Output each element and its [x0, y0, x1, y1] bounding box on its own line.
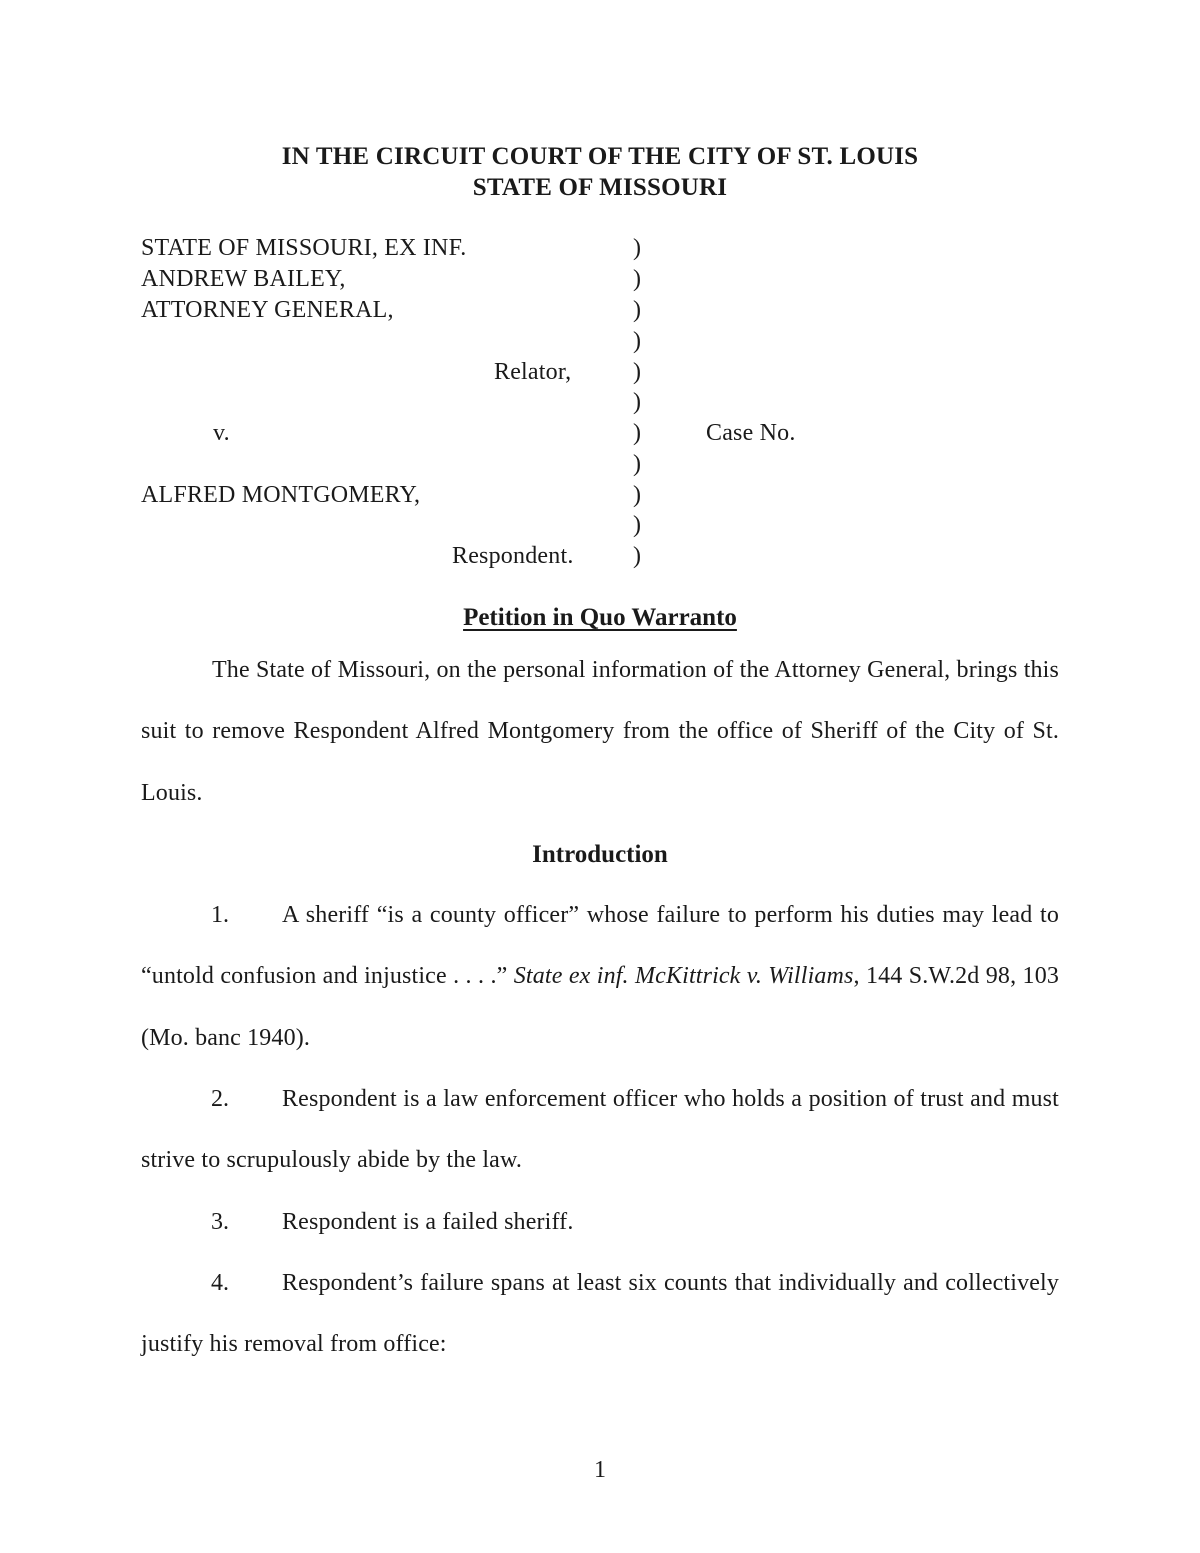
caption-paren: ) — [633, 359, 641, 385]
paragraph-1-text-after: , 144 S.W.2d 98, 103 (Mo. banc 1940). — [141, 963, 1059, 1051]
petition-title: Petition in Quo Warranto — [463, 604, 737, 631]
paragraph-4-text: Respondent’s failure spans at least six counts that individually and collectively justify his removal from office: — [141, 1270, 1059, 1358]
court-heading-line1: IN THE CIRCUIT COURT OF THE CITY OF ST. LOUIS — [281, 143, 919, 170]
respondent-role: Respondent. — [452, 543, 574, 569]
intro-paragraph-text: The State of Missouri, on the personal information of the Attorney General, brings this suit to remove Respondent Alfred Montgomery from the office of Sheriff of the City of St. Louis. — [141, 657, 1059, 806]
paragraph-number: 4. — [211, 1270, 229, 1296]
paragraph-2 — [141, 1069, 1059, 1192]
respondent-name: ALFRED MONTGOMERY, — [141, 482, 421, 508]
case-citation: State ex inf. McKittrick v. Williams — [513, 963, 854, 990]
caption-paren: ) — [633, 297, 641, 323]
relator-line-3: ATTORNEY GENERAL, — [141, 297, 394, 323]
caption-paren: ) — [633, 389, 641, 415]
caption-paren: ) — [633, 482, 641, 508]
caption-paren: ) — [633, 543, 641, 569]
paragraph-4 — [141, 1253, 1059, 1376]
court-heading-line2: STATE OF MISSOURI — [472, 174, 728, 201]
page-number: 1 — [594, 1457, 606, 1483]
paragraph-number: 2. — [211, 1086, 229, 1112]
caption-paren: ) — [633, 420, 641, 446]
section-heading: Introduction — [532, 841, 668, 868]
paragraph-1-text: A sheriff “is a county officer” whose failure to perform his duties may lead to “untold confusion and injustice . . . .” — [141, 902, 1059, 990]
paragraph-number: 3. — [211, 1209, 229, 1235]
intro-paragraph — [141, 640, 1059, 824]
relator-line-1: STATE OF MISSOURI, EX INF. — [141, 235, 467, 261]
relator-line-2: ANDREW BAILEY, — [141, 266, 346, 292]
paragraph-1 — [141, 885, 1059, 1069]
paragraph-2-text: Respondent is a law enforcement officer who holds a position of trust and must strive to scrupulously abide by the law. — [141, 1086, 1059, 1174]
paragraph-3-text: Respondent is a failed sheriff. — [282, 1209, 574, 1235]
caption-paren: ) — [633, 512, 641, 538]
case-caption — [0, 0, 1200, 600]
caption-paren: ) — [633, 328, 641, 354]
case-number-label: Case No. — [706, 420, 796, 446]
caption-paren: ) — [633, 235, 641, 261]
caption-paren: ) — [633, 266, 641, 292]
paragraph-3 — [141, 1192, 1059, 1253]
relator-role: Relator, — [494, 359, 572, 385]
paragraph-number: 1. — [211, 902, 229, 928]
caption-paren: ) — [633, 451, 641, 477]
versus: v. — [213, 420, 230, 446]
